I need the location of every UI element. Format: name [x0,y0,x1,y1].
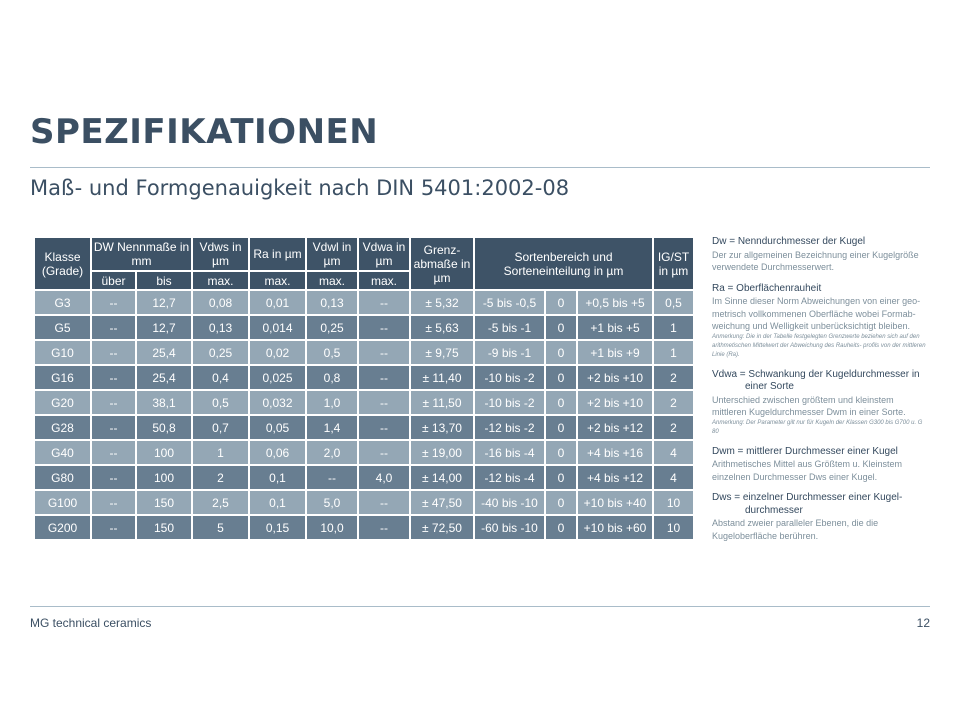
cell-vdws: 0,13 [193,316,248,339]
cell-ueber: -- [92,316,135,339]
cell-vdwl: 5,0 [307,491,357,514]
cell-sorte-plus: +0,5 bis +5 [578,291,652,314]
cell-sorte-plus: +4 bis +16 [578,441,652,464]
cell-bis: 100 [137,466,191,489]
cell-vdwl: 0,25 [307,316,357,339]
table-row [35,416,693,439]
cell-igst: 10 [654,516,693,539]
cell-vdws: 0,4 [193,366,248,389]
legend-description: Der zur allgemeinen Bezeichnung einer Kugelgröße verwendete Durchmesserwert. [712,249,919,272]
cell-ra: 0,1 [250,466,305,489]
table-row [35,466,693,489]
legend-term: Dw = Nenndurchmesser der Kugel [712,236,866,247]
cell-sorte-plus: +1 bis +5 [578,316,652,339]
legend-term-continuation: einer Sorte [745,381,794,392]
cell-igst: 10 [654,491,693,514]
cell-vdws: 5 [193,516,248,539]
cell-klasse: G5 [35,316,90,339]
cell-sorte-null: 0 [546,466,576,489]
header-bis: bis [137,272,191,289]
cell-vdwl: 0,5 [307,341,357,364]
header-ra: Ra in µm [250,238,305,270]
cell-klasse: G40 [35,441,90,464]
cell-sorte-minus: -5 bis -0,5 [475,291,544,314]
legend-term-line: Dws = einzelner Durchmesser einer Kugel- [712,492,903,503]
table-row [35,491,693,514]
header-dw: DW Nennmaße in mm [93,240,190,268]
cell-sorte-minus: -10 bis -2 [475,366,544,389]
cell-vdwa: -- [359,491,409,514]
table-row [35,366,693,389]
footer-page-number: 12 [916,616,930,630]
cell-ueber: -- [92,366,135,389]
legend-note: Anmerkung: Der Parameter gilt nur für Kugeln der Klassen G300 bis G700 u. G 80 [712,419,923,435]
cell-vdwl: -- [307,466,357,489]
legend-term-continuation: durchmesser [745,504,803,516]
header-vdwa: Vdwa in µm [359,238,409,270]
table-row [35,391,693,414]
header-vdws: Vdws in µm [193,238,248,270]
cell-vdws: 0,7 [193,416,248,439]
legend-term [712,369,930,394]
cell-sorte-minus: -5 bis -1 [475,316,544,339]
cell-ueber: -- [92,341,135,364]
cell-bis: 25,4 [137,341,191,364]
cell-vdwa: -- [359,316,409,339]
cell-igst: 1 [654,316,693,339]
cell-sorte-plus: +2 bis +10 [578,366,652,389]
cell-sorte-plus: +10 bis +40 [578,491,652,514]
cell-igst: 4 [654,441,693,464]
cell-igst: 2 [654,366,693,389]
cell-grenzabmasse: ± 5,32 [411,291,473,314]
cell-ueber: -- [92,416,135,439]
cell-vdws: 2,5 [193,491,248,514]
header-klasse: Klasse (Grade) [35,238,90,289]
cell-vdwl: 2,0 [307,441,357,464]
cell-sorte-minus: -9 bis -1 [475,341,544,364]
cell-klasse: G10 [35,341,90,364]
cell-klasse: G3 [35,291,90,314]
cell-grenzabmasse: ± 5,63 [411,316,473,339]
legend-entry-ra [712,283,930,360]
cell-igst: 4 [654,466,693,489]
cell-klasse: G80 [35,466,90,489]
table-row [35,291,693,314]
cell-sorte-null: 0 [546,441,576,464]
cell-sorte-minus: -12 bis -2 [475,416,544,439]
legend-description: Im Sinne dieser Norm Abweichungen von einer geo- metrisch vollkommenen Oberfläche wobei Formab- weichung und Welligkeit unberücksichtigt bleiben. [712,296,921,331]
legend-term [712,492,930,517]
legend-entry-vdwa [712,369,930,437]
cell-bis: 12,7 [137,291,191,314]
cell-grenzabmasse: ± 47,50 [411,491,473,514]
cell-sorte-plus: +2 bis +10 [578,391,652,414]
cell-vdwl: 0,8 [307,366,357,389]
legend-description: Abstand zweier paralleler Ebenen, die die Kugeloberfläche berühren. [712,518,879,541]
cell-vdws: 0,25 [193,341,248,364]
table-row [35,441,693,464]
footer-company-name: MG technical ceramics [30,616,152,630]
cell-sorte-null: 0 [546,291,576,314]
cell-bis: 50,8 [137,416,191,439]
cell-bis: 12,7 [137,316,191,339]
legend-note: Anmerkung: Die in der Tabelle festgelegten Grenzwerte beziehen sich auf den arithmetischen Mittelwert der Abweichung des Rauheits- profils von der mittleren Linie (Ra). [712,333,926,358]
header-max-ra: max. [250,272,305,289]
cell-sorte-null: 0 [546,516,576,539]
cell-grenzabmasse: ± 72,50 [411,516,473,539]
cell-sorte-null: 0 [546,391,576,414]
cell-ra: 0,05 [250,416,305,439]
specification-table [33,236,695,541]
table-row [35,316,693,339]
cell-ueber: -- [92,391,135,414]
cell-klasse: G28 [35,416,90,439]
cell-vdwa: 4,0 [359,466,409,489]
cell-vdwa: -- [359,366,409,389]
cell-vdwa: -- [359,416,409,439]
cell-sorte-minus: -16 bis -4 [475,441,544,464]
cell-sorte-null: 0 [546,341,576,364]
cell-ra: 0,06 [250,441,305,464]
cell-ueber: -- [92,291,135,314]
cell-bis: 150 [137,516,191,539]
legend-description: Unterschied zwischen größtem und kleinstem mittleren Kugeldurchmesser Dwm in einer Sorte. [712,394,906,417]
cell-ra: 0,025 [250,366,305,389]
cell-sorte-minus: -12 bis -4 [475,466,544,489]
legend-term-line: Vdwa = Schwankung der Kugeldurchmesser in [712,368,920,380]
cell-grenzabmasse: ± 19,00 [411,441,473,464]
cell-grenzabmasse: ± 11,50 [411,391,473,414]
cell-ra: 0,1 [250,491,305,514]
legend-entry-dwm [712,446,930,484]
footer-divider [30,606,930,607]
cell-grenzabmasse: ± 9,75 [411,341,473,364]
header-max-vdwa: max. [359,272,409,289]
page-subtitle: Maß- und Formgenauigkeit nach DIN 5401:2002-08 [30,176,570,200]
header-igst: IG/ST in µm [654,238,693,289]
legend-description: Arithmetisches Mittel aus Größtem u. Kleinstem einzelnen Durchmesser Dws einer Kugel. [712,459,903,482]
cell-bis: 150 [137,491,191,514]
cell-bis: 25,4 [137,366,191,389]
cell-grenzabmasse: ± 11,40 [411,366,473,389]
table-row [35,341,693,364]
cell-sorte-null: 0 [546,366,576,389]
cell-ueber: -- [92,491,135,514]
legend-entry-dw [712,236,930,274]
cell-igst: 2 [654,391,693,414]
header-sortenbereich: Sortenbereich und Sorteneinteilung in µm [475,238,652,289]
page-title: SPEZIFIKATIONEN [30,112,379,152]
cell-ra: 0,032 [250,391,305,414]
cell-sorte-minus: -40 bis -10 [475,491,544,514]
cell-sorte-minus: -60 bis -10 [475,516,544,539]
definitions-legend [712,236,930,551]
cell-vdwa: -- [359,516,409,539]
table-row [35,516,693,539]
cell-ra: 0,15 [250,516,305,539]
cell-sorte-null: 0 [546,416,576,439]
legend-term: Ra = Oberflächenrauheit [712,282,822,294]
cell-ueber: -- [92,441,135,464]
cell-sorte-plus: +2 bis +12 [578,416,652,439]
cell-sorte-plus: +10 bis +60 [578,516,652,539]
cell-sorte-minus: -10 bis -2 [475,391,544,414]
cell-igst: 2 [654,416,693,439]
cell-vdwl: 1,4 [307,416,357,439]
cell-bis: 100 [137,441,191,464]
cell-igst: 0,5 [654,291,693,314]
header-ueber: über [92,272,135,289]
header-grenzabmasse: Grenz- abmaße in µm [411,238,473,289]
cell-sorte-null: 0 [546,316,576,339]
cell-ra: 0,014 [250,316,305,339]
legend-term: Dwm = mittlerer Durchmesser einer Kugel [712,445,898,457]
cell-ueber: -- [92,516,135,539]
header-vdwl: Vdwl in µm [307,238,357,270]
cell-vdwl: 1,0 [307,391,357,414]
header-max-vdws: max. [193,272,248,289]
cell-vdwa: -- [359,291,409,314]
cell-igst: 1 [654,341,693,364]
cell-klasse: G100 [35,491,90,514]
cell-vdwa: -- [359,391,409,414]
cell-sorte-plus: +4 bis +12 [578,466,652,489]
title-divider [30,167,930,168]
cell-ra: 0,01 [250,291,305,314]
cell-ueber: -- [92,466,135,489]
cell-vdws: 1 [193,441,248,464]
cell-ra: 0,02 [250,341,305,364]
cell-bis: 38,1 [137,391,191,414]
cell-grenzabmasse: ± 13,70 [411,416,473,439]
cell-vdwl: 0,13 [307,291,357,314]
cell-vdws: 2 [193,466,248,489]
cell-vdwl: 10,0 [307,516,357,539]
cell-vdws: 0,08 [193,291,248,314]
cell-grenzabmasse: ± 14,00 [411,466,473,489]
legend-entry-dws [712,492,930,542]
cell-vdwa: -- [359,341,409,364]
cell-sorte-plus: +1 bis +9 [578,341,652,364]
cell-vdwa: -- [359,441,409,464]
cell-sorte-null: 0 [546,491,576,514]
cell-klasse: G200 [35,516,90,539]
cell-klasse: G20 [35,391,90,414]
cell-klasse: G16 [35,366,90,389]
header-max-vdwl: max. [307,272,357,289]
cell-vdws: 0,5 [193,391,248,414]
